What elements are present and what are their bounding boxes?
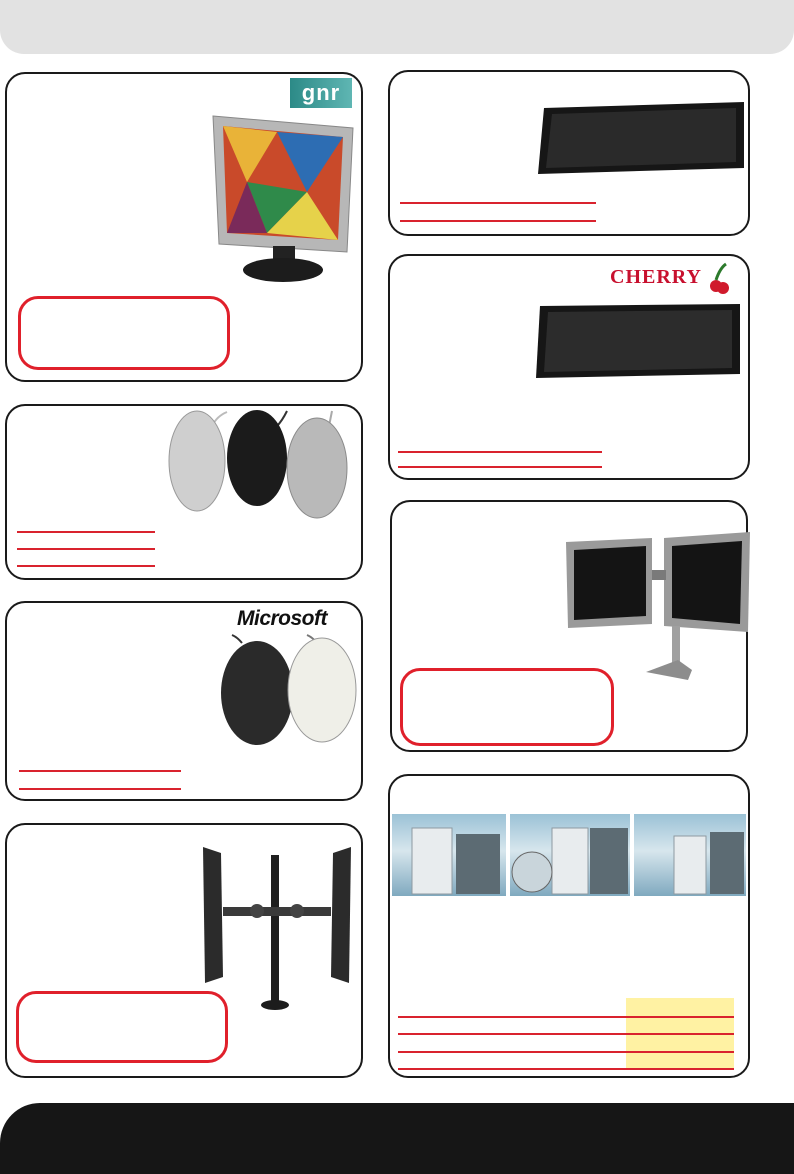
cherry-berries-icon xyxy=(708,262,730,296)
price-line xyxy=(398,1016,734,1018)
lcd-monitor-image xyxy=(207,112,357,282)
gnr-logo: gnr xyxy=(290,78,352,108)
panel-cpu-holder[interactable] xyxy=(388,774,750,1078)
cherry-keyboard-image xyxy=(536,302,744,380)
panel-dual-monitor-stand[interactable] xyxy=(390,500,748,752)
panel-black-keyboard[interactable] xyxy=(388,70,750,236)
price-line xyxy=(400,202,596,204)
panel-lcd-monitor[interactable] xyxy=(5,72,363,382)
price-callout-oval xyxy=(400,668,614,746)
cherry-logo: CHERRY xyxy=(610,266,702,288)
price-line xyxy=(19,788,181,790)
price-line xyxy=(17,548,155,550)
price-line xyxy=(19,770,181,772)
price-line xyxy=(398,1051,734,1053)
cpu-holder-photo xyxy=(392,814,506,896)
price-callout-oval xyxy=(16,991,228,1063)
black-keyboard-image xyxy=(538,102,748,182)
microsoft-mice-image xyxy=(212,635,362,755)
panel-microsoft-mice[interactable] xyxy=(5,601,363,801)
panel-cherry-keyboard[interactable] xyxy=(388,254,750,480)
price-line xyxy=(398,451,602,453)
footer-bar xyxy=(0,1103,794,1174)
panel-dual-monitor-arm[interactable] xyxy=(5,823,363,1078)
price-line xyxy=(398,1033,734,1035)
monitor-arm-image xyxy=(197,837,357,1007)
cpu-holder-photo xyxy=(634,814,746,896)
dual-monitor-stand-image xyxy=(560,530,756,690)
price-callout-oval xyxy=(18,296,230,370)
price-line xyxy=(398,466,602,468)
price-line xyxy=(17,531,155,533)
price-line xyxy=(398,1068,734,1070)
cpu-holder-photo xyxy=(510,814,630,896)
three-mice-image xyxy=(157,406,357,526)
price-line xyxy=(400,220,596,222)
price-line xyxy=(17,565,155,567)
microsoft-logo: Microsoft xyxy=(237,607,327,630)
header-bar xyxy=(0,0,794,54)
panel-optical-mice[interactable] xyxy=(5,404,363,580)
